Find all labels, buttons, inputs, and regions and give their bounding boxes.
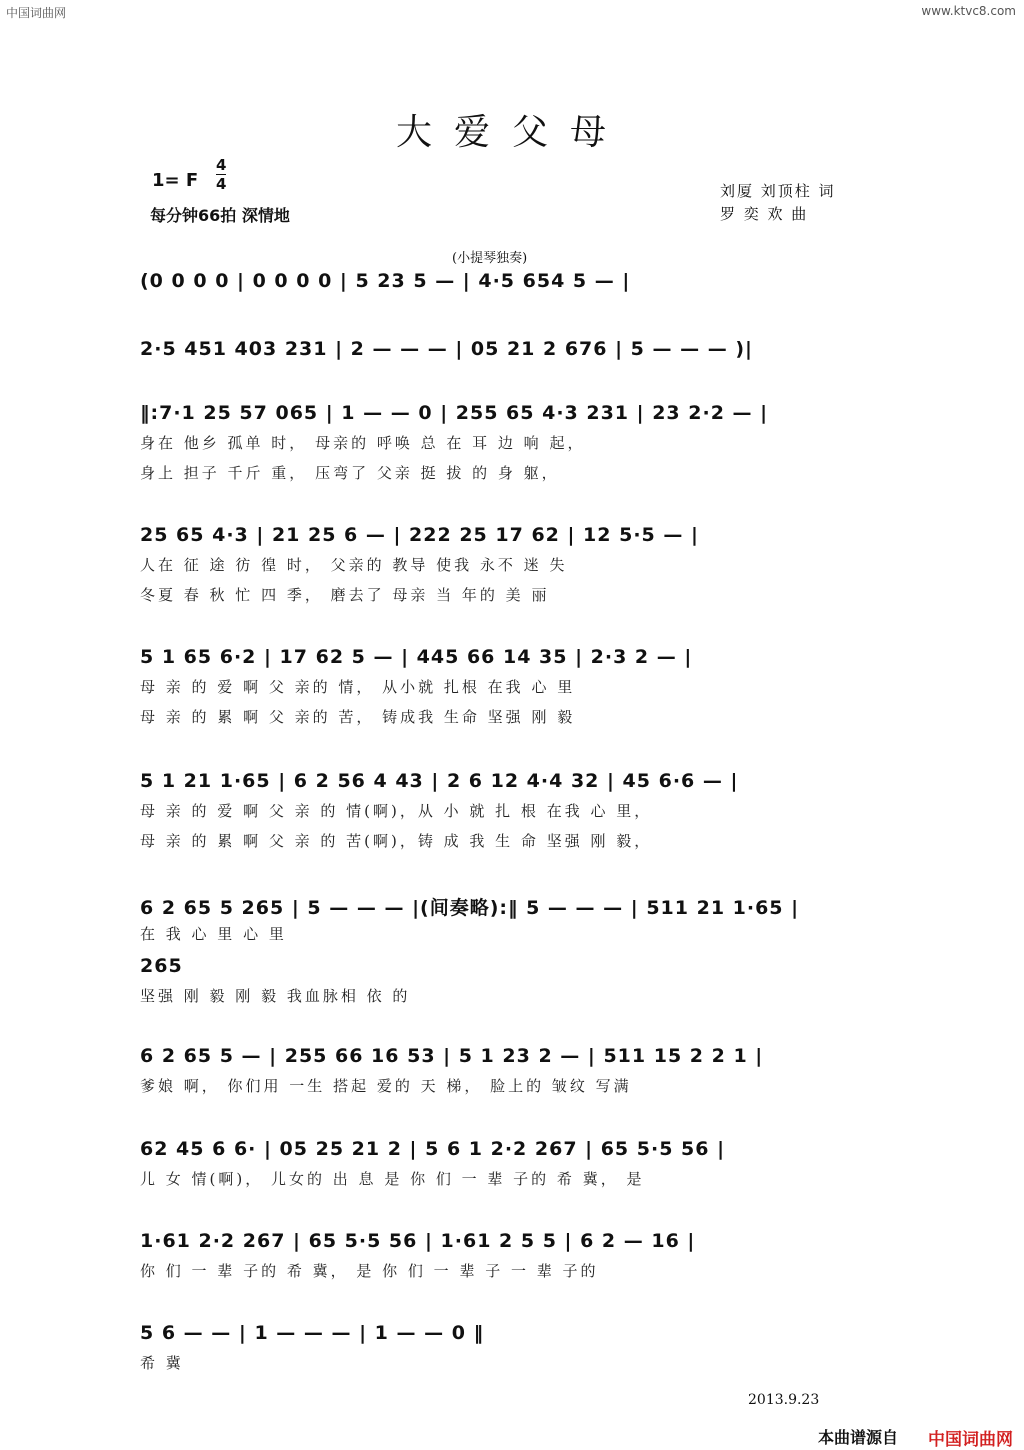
site-url-right: www.ktvc8.com — [921, 4, 1016, 18]
time-denominator: 4 — [216, 175, 227, 193]
intro-instrument-note: (小提琴独奏) — [452, 251, 528, 266]
source-label: 本曲谱源自 — [818, 1428, 899, 1447]
score-row-10: 62 45 6 6· | 05 25 21 2 | 5 6 1 2·2 267 | 65 5·5 56 | — [140, 1138, 726, 1160]
lyric-line-2: 冬夏 春 秋 忙 四 季， 磨去了 母亲 当 年的 美 丽 — [140, 586, 550, 604]
lyric-line-1: 母 亲 的 爱 啊 父 亲的 情， 从小就 扎根 在我 心 里 — [140, 678, 576, 696]
site-name-left: 中国词曲网 — [6, 6, 67, 20]
lyric-line-1: 母 亲 的 爱 啊 父 亲 的 情(啊)，从 小 就 扎 根 在我 心 里， — [140, 802, 653, 820]
lyric-line-1: 在 我 心 里 心 里 — [140, 925, 287, 943]
composer-credit: 罗 奕 欢 曲 — [720, 205, 809, 223]
song-title: 大爱父母 — [395, 112, 628, 153]
time-numerator: 4 — [216, 156, 227, 174]
lyric-line-2: 身上 担子 千斤 重， 压弯了 父亲 挺 拔 的 身 躯， — [140, 464, 560, 482]
lyricist-credit: 刘厦 刘顶柱 词 — [720, 182, 836, 200]
score-row-9: 6 2 65 5 — | 255 66 16 53 | 5 1 23 2 — | 511 15 2 2 1 | — [140, 1045, 764, 1067]
score-row-8: 265 — [140, 955, 183, 977]
lyric-line-1: 人在 征 途 彷 徨 时， 父亲的 教导 使我 永不 迷 失 — [140, 556, 568, 574]
score-row-11: 1·61 2·2 267 | 65 5·5 56 | 1·61 2 5 5 | 6 2 — 16 | — [140, 1230, 696, 1252]
lyric-line-2: 母 亲 的 累 啊 父 亲 的 苦(啊)，铸 成 我 生 命 坚强 刚 毅， — [140, 832, 653, 850]
source-site: 中国词曲网 — [928, 1430, 1013, 1450]
extra-lyric-line: 坚强 刚 毅 刚 毅 我血脉相 依 的 — [140, 987, 411, 1005]
score-row-5: 5 1 65 6·2 | 17 62 5 — | 445 66 14 35 | 2·3 2 — | — [140, 646, 693, 668]
lyric-line-1: 希 冀 — [140, 1354, 184, 1372]
lyric-line-1: 儿 女 情(啊)， 儿女的 出 息 是 你 们 一 辈 子的 希 冀， 是 — [140, 1170, 645, 1188]
lyric-line-1: 你 们 一 辈 子的 希 冀， 是 你 们 一 辈 子 一 辈 子的 — [140, 1262, 599, 1280]
score-row-12: 5 6 — — | 1 — — — | 1 — — 0 ‖ — [140, 1322, 485, 1344]
key-signature: 1= F — [152, 170, 199, 191]
score-row-4: 25 65 4·3 | 21 25 6 — | 222 25 17 62 | 12 5·5 — | — [140, 524, 699, 546]
lyric-line-1: 身在 他乡 孤单 时， 母亲的 呼唤 总 在 耳 边 响 起， — [140, 434, 586, 452]
score-row-3: ‖:7·1 25 57 065 | 1 — — 0 | 255 65 4·3 231 | 23 2·2 — | — [140, 402, 769, 424]
lyric-line-1: 爹娘 啊， 你们用 一生 搭起 爱的 天 梯， 脸上的 皱纹 写满 — [140, 1077, 632, 1095]
score-row-2: 2·5 451 403 231 | 2 — — — | 05 21 2 676 | 5 — — — )| — [140, 338, 753, 360]
lyric-line-2: 母 亲 的 累 啊 父 亲的 苦， 铸成我 生命 坚强 刚 毅 — [140, 708, 576, 726]
tempo-marking: 每分钟66拍 深情地 — [150, 206, 290, 225]
date-stamp: 2013.9.23 — [748, 1392, 820, 1408]
score-row-1: (0 0 0 0 | 0 0 0 0 | 5 23 5 — | 4·5 654 5 — | — [140, 270, 631, 292]
time-signature — [216, 156, 226, 193]
score-row-6: 5 1 21 1·65 | 6 2 56 4 43 | 2 6 12 4·4 32 | 45 6·6 — | — [140, 770, 739, 792]
score-row-7: 6 2 65 5 265 | 5 — — — |(间奏略):‖ 5 — — — | 511 21 1·65 | — [140, 897, 800, 919]
